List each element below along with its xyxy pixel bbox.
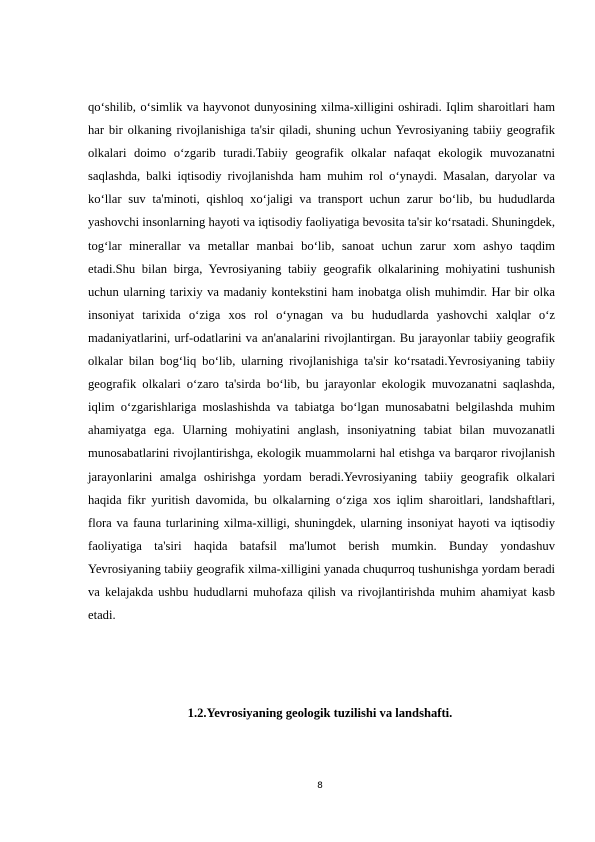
- page-number: 8: [317, 781, 323, 791]
- body-paragraph: qo‘shilib, o‘simlik va hayvonot dunyosining xilma-xilligini oshiradi. Iqlim sharoitlari ham har bir olkaning rivojlanishiga ta'sir qiladi, shuning uchun Yevrosiyaning tabiiy geografik olkalari doimo o‘zgarib turadi.Tabiiy geografik olkalar nafaqat ekologik muvozanatni saqlashda, balki iqtisodiy rivojlanishda ham muhim rol o‘ynaydi. Masalan, daryolar va ko‘llar suv ta'minoti, qishloq xo‘jaligi va transport uchun zarur bo‘lib, bu hududlarda yashovchi insonlarning hayoti va iqtisodiy faoliyatiga bevosita ta'sir ko‘rsatadi. Shuningdek, tog‘lar minerallar va metallar manbai bo‘lib, sanoat uchun zarur xom ashyo taqdim etadi.Shu bilan birga, Yevrosiyaning tabiiy geografik olkalarining mohiyatini tushunish uchun ularning tarixiy va madaniy kontekstini ham inobatga olish muhimdir. Har bir olka insoniyat tarixida o‘ziga xos rol o‘ynagan va bu hududlarda yashovchi xalqlar o‘z madaniyatlarini, urf-odatlarini va an'analarini rivojlantirgan. Bu jarayonlar tabiiy geografik olkalar bilan bog‘liq bo‘lib, ularning rivojlanishiga ta'sir ko‘rsatadi.Yevrosiyaning tabiiy geografik olkalari o‘zaro ta'sirda bo‘lib, bu jarayonlar ekologik muvozanatni saqlashda, iqlim o‘zgarishlariga moslashishda va tabiatga bo‘lgan munosabatni belgilashda muhim ahamiyatga ega. Ularning mohiyatini anglash, insoniyatning tabiat bilan muvozanatli munosabatlarini rivojlantirishga, ekologik muammolarni hal etishga va barqaror rivojlanish jarayonlarini amalga oshirishga yordam beradi.Yevrosiyaning tabiiy geografik olkalari haqida fikr yuritish davomida, bu olkalarning o‘ziga xos iqlim sharoitlari, landshaftlari, flora va fauna turlarining xilma-xilligi, shuningdek, ularning insoniyat hayoti va iqtisodiy faoliyatiga ta'siri haqida batafsil ma'lumot berish mumkin. Bunday yondashuv Yevrosiyaning tabiiy geografik xilma-xilligini yanada chuqurroq tushunishga yordam beradi va kelajakda ushbu hududlarni muhofaza qilish va rivojlantirishda muhim ahamiyat kasb etadi.: [88, 100, 555, 623]
- section-heading: 1.2.Yevrosiyaning geologik tuzilishi va landshafti.: [187, 706, 453, 720]
